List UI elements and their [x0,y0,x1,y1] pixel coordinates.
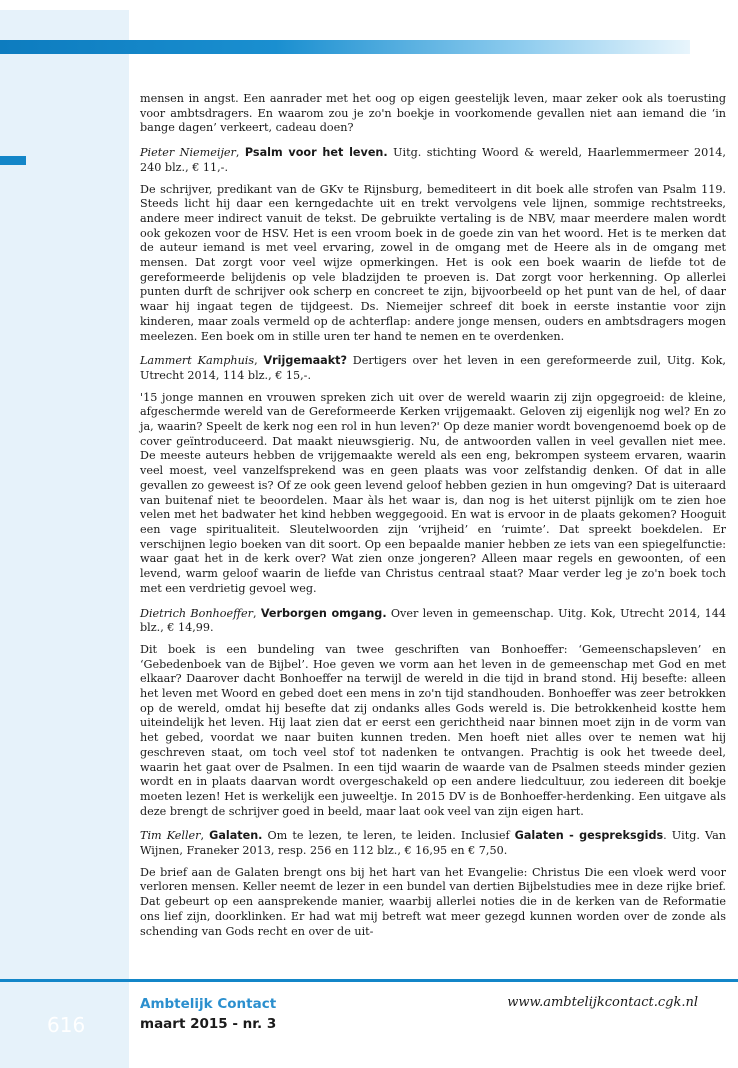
review-author: Dietrich Bonhoeffer [140,606,253,620]
review-body: De schrijver, predikant van de GKv te Rijnsburg, bemediteert in dit boek alle strofen van Psalm 119. Steeds licht hij daar een kerngedachte uit en trekt vervolgens vele lijnen, sommige rechtstreeks, andere meer indirect vanuit de tekst. De gebruikte vertaling is de NBV, maar meerdere malen wordt ook gekozen voor de HSV. Het is een vroom boek in de goede zin van het woord. Het is te merken dat de auteur iemand is met veel ervaring, zowel in de omgang met de Heere als in de omgang met mensen. Dat zorgt voor veel wijze opmerkingen. Het is ook een boek waarin de liefde tot de gereformeerde belijdenis op vele bladzijden te proeven is. Dat zorgt voor herkenning. Op allerlei punten durft de schrijver ook scherp en concreet te zijn, bijvoorbeeld op het punt van de hel, of daar waar hij ingaat tegen de tijdgeest. Ds. Niemeijer schreef dit boek in eerste instantie voor zijn kinderen, maar zoals vermeld op de achterflap: andere jonge mensen, ouders en ambtsdragers mogen meelezen. Een boek om in stille uren ter hand te nemen en te overdenken. [140,182,726,343]
review-reference [140,829,726,858]
article-body [140,92,726,946]
review-title: Verborgen omgang. [260,606,387,620]
review-title: Galaten. [209,829,263,843]
journal-issue: maart 2015 - nr. 3 [140,1016,277,1032]
review-title: Psalm voor het leven. [244,146,388,160]
side-strip [0,10,129,1068]
footer-rule [0,979,738,982]
review-author: Pieter Niemeijer [140,146,236,160]
review-details: Uitg. stichting Woord & wereld, Haarlemmermeer 2014, 240 blz., € 11,-. [140,146,726,174]
author-separator: , [235,146,245,160]
author-separator: , [254,354,264,368]
review-body: Dit boek is een bundeling van twee geschriften van Bonhoeffer: ‘Gemeenschapsleven’ en ‘Gebedenboek van de Bijbel’. Hoe geven we vorm aan het leven in de gemeenschap met God en met elkaar? Daarover dacht Bonhoeffer na terwijl de wereld in die tijd in brand stond. Hij besefte: alleen het leven met Woord en gebed doet een mens in zo'n tijd standhouden. Bonhoeffer was zeer betrokken op de wereld, omdat hij besefte dat zij ondanks alles Gods wereld is. Die betrokkenheid kostte hem uiteindelijk het leven. Hij laat zien dat er eerst een gerichtheid naar binnen moet zijn in de vorm van het gebed, voordat we naar buiten kunnen treden. Men hoeft niet alles over te nemen wat hij geschreven staat, om toch veel stof tot nadenken te ontvangen. Prachtig is ook het tweede deel, waarin het gaat over de Psalmen. In een tijd waarin de waarde van de Psalmen steeds minder gezien wordt en in plaats daarvan wordt overgeschakeld op een andere liedcultuur, zou iedereen dit boekje moeten lezen! Het is werkelijk een juweeltje. In 2015 DV is de Bonhoeffer-herdenking. Een uitgave als deze brengt de schrijver goed in beeld, maar laat ook veel van zijn eigen hart. [140,642,726,818]
review-title-secondary: Galaten - gespreksgids [514,829,664,843]
review-title: Vrijgemaakt? [263,354,347,368]
review-reference [140,146,726,175]
author-separator: , [253,606,261,620]
review-details: Dertigers over het leven in een gereformeerde zuil, Uitg. Kok, Utrecht 2014, 114 blz., € 15,-. [140,354,726,382]
review-details: Over leven in gemeenschap. Uitg. Kok, Utrecht 2014, 144 blz., € 14,99. [140,606,726,635]
website-url: www.ambtelijkcontact.cgk.nl [507,995,698,1010]
review-reference [140,607,726,636]
margin-marker [0,156,26,165]
review-author: Tim Keller [140,829,201,843]
journal-block [140,994,276,1034]
author-separator: , [200,829,210,843]
page-number: 616 [47,1013,86,1037]
review-body: De brief aan de Galaten brengt ons bij het hart van het Evangelie: Christus Die een vloek werd voor verloren mensen. Keller neemt de lezer in een bundel van dertien Bijbelstudies mee in deze rijke brief. Dat gebeurt op een aansprekende manier, waarbij allerlei noties die in de kerken van de Reformatie ons lief zijn, doorklinken. Er had wat mij betreft wat meer gezegd kunnen worden over de zonde als schending van Gods recht en over de uit- [140,865,726,938]
review-author: Lammert Kamphuis [140,354,255,368]
header-gradient-bar [0,40,690,54]
review-body: '15 jonge mannen en vrouwen spreken zich uit over de wereld waarin zij zijn opgegroeid: de kleine, afgeschermde wereld van de Gereformeerde Kerken vrijgemaakt. Geloven zij eigenlijk nog wel? En zo ja, waarin? Speelt de kerk nog een rol in hun leven?' Op deze manier wordt bovengenoemd boek op de cover geïntroduceerd. Dat maakt nieuwsgierig. Nu, de antwoorden vallen in veel gevallen niet mee. De meeste auteurs hebben de vrijgemaakte wereld als een eng, bekrompen systeem ervaren, waarin veel moest, veel vanzelfsprekend was en geen plaats was voor zelfstandig denken. Of dat in alle gevallen zo geweest is? Of ze ook geen levend geloof hebben gezien in hun omgeving? Dat is uiteraard van buitenaf niet te beoordelen. Maar àls het waar is, dan nog is het uiterst pijnlijk om te zien hoe velen met het badwater het kind hebben weggegooid. En wat is ervoor in de plaats gekomen? Hooguit een vage spiritualiteit. Sleutelwoorden zijn ‘vrijheid’ en ‘ruimte’. Dat spreekt boekdelen. Er verschijnen legio boeken van dit soort. Op een bepaalde manier hebben ze iets van een spiegelfunctie: waar gaat het in de kerk over? Wat zien onze jongeren? Alleen maar regels en gewoonten, of een levend, warm geloof waarin de liefde van Christus centraal staat? Maar verder leg je zo'n boek toch met een verdrietig gevoel weg. [140,390,726,595]
journal-name: Ambtelijk Contact [140,996,277,1012]
review-details-secondary: . Uitg. Van Wijnen, Franeker 2013, resp. 256 en 112 blz., € 16,95 en € 7,50. [140,829,726,858]
intro-paragraph: mensen in angst. Een aanrader met het oog op eigen geestelijk leven, maar zeker ook als toerusting voor ambtsdragers. En waarom zou je zo'n boekje in voorkomende gevallen niet aan iemand die ‘in bange dagen’ verkeert, cadeau doen? [140,92,726,135]
review-reference [140,354,726,383]
review-details: Om te lezen, te leren, te leiden. Inclusief [262,829,515,843]
